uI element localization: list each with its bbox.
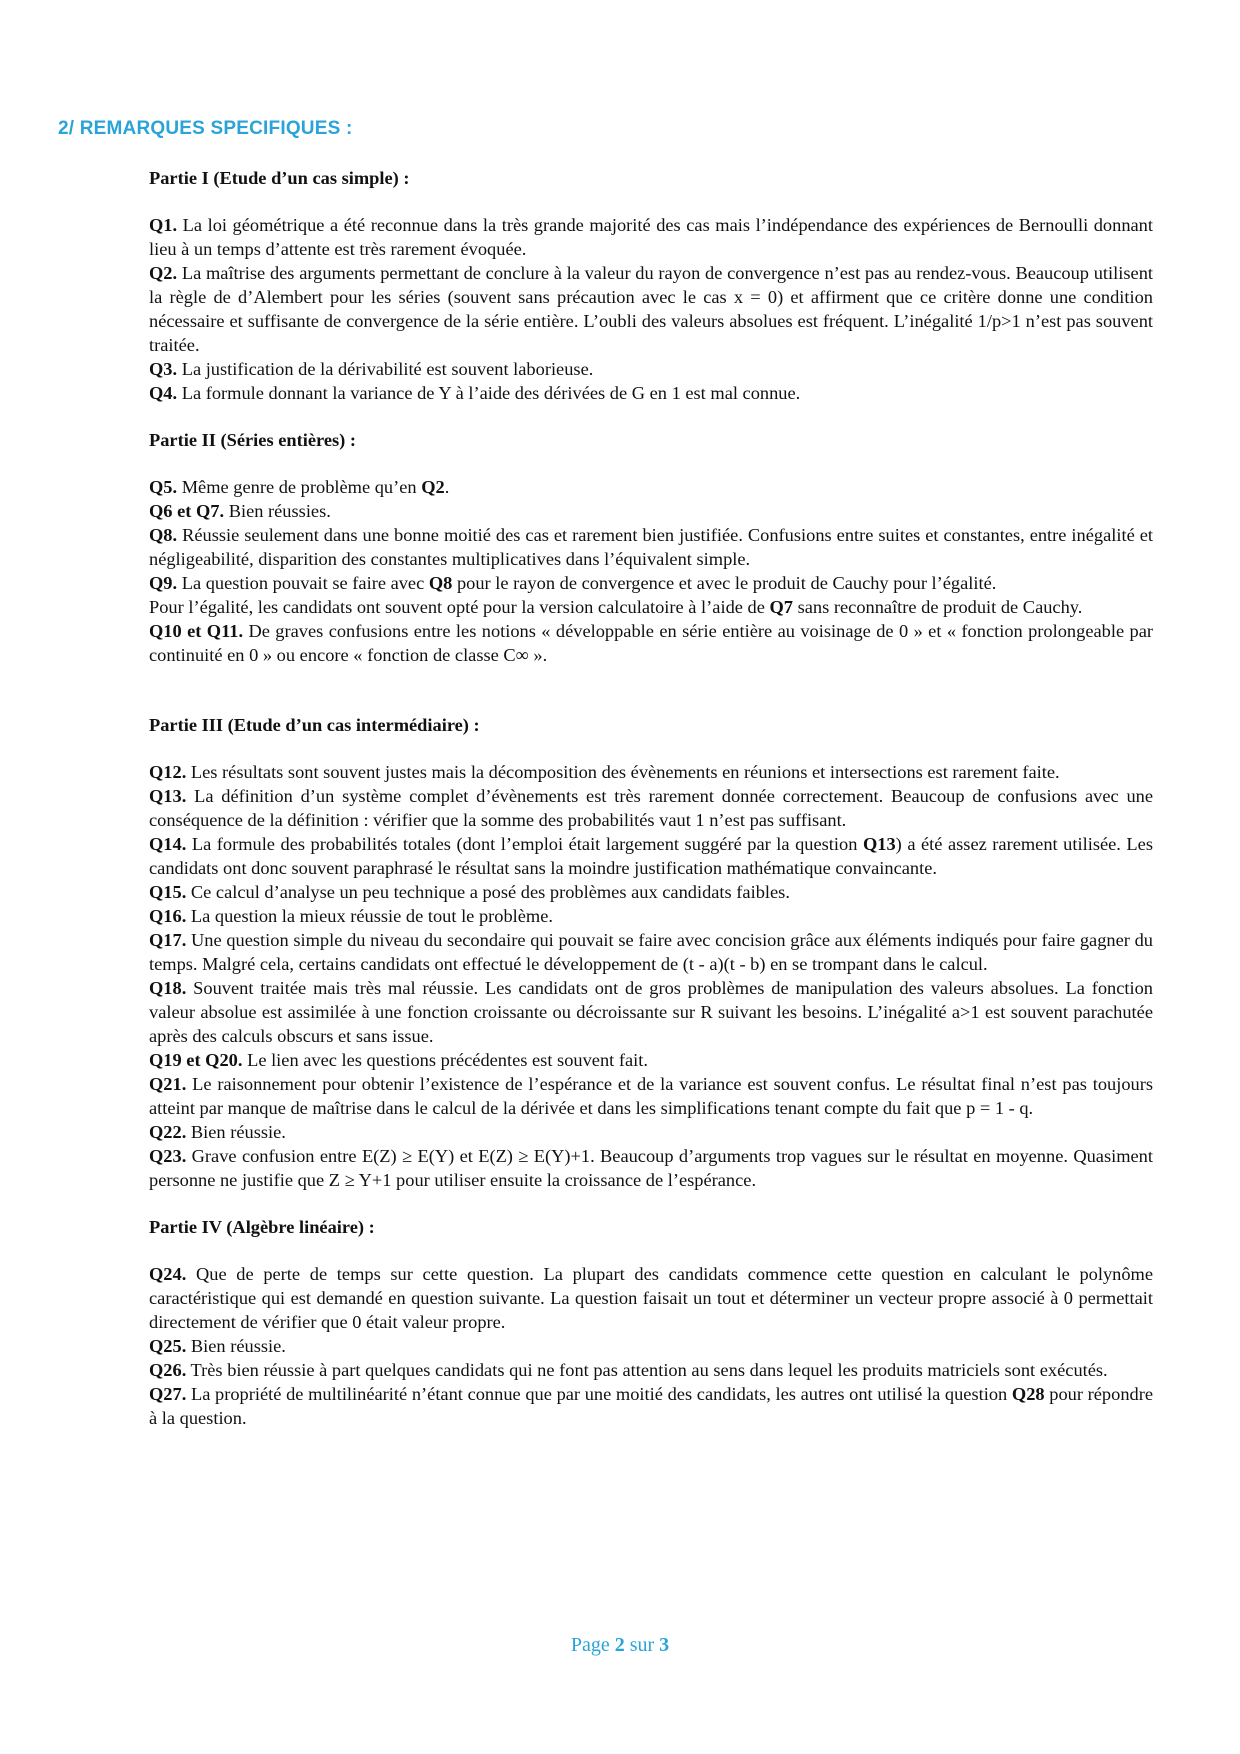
- section-heading: 2/ REMARQUES SPECIFIQUES :: [58, 118, 353, 139]
- question-label: Q5.: [149, 477, 178, 497]
- list-item: [149, 928, 1153, 976]
- remark-text: Pour l’égalité, les candidats ont souvent opté pour la version calculatoire à l’aide de: [149, 597, 770, 617]
- list-item: [149, 357, 1153, 381]
- question-label: Q3.: [149, 359, 178, 379]
- page-label: Page: [570, 1634, 615, 1656]
- remark-text: La justification de la dérivabilité est souvent laborieuse.: [177, 359, 594, 379]
- list-item: [149, 381, 1153, 405]
- question-label: Q24.: [149, 1264, 187, 1284]
- question-label: Q19 et Q20.: [149, 1050, 243, 1070]
- remark-text: De graves confusions entre les notions « développable en série entière au voisinage de 0 » et « fonction prolongeable par continuité en 0 » ou encore « fonction de classe C∞ ».: [149, 621, 1153, 665]
- question-label: Q14.: [149, 834, 187, 854]
- remark-text: Réussie seulement dans une bonne moitié des cas et rarement bien justifiée. Confusions entre suites et constantes, entre inégalité et négligeabilité, disparition des constantes multiplicatives dans l’équivalent simple.: [149, 525, 1153, 569]
- remark-text: Que de perte de temps sur cette question. La plupart des candidats commence cette question en calculant le polynôme caractéristique qui est demandé en question suivante. La question faisait un tout et déterminer un vecteur propre associé à 0 permettait directement de vérifier que 0 était valeur propre.: [149, 1264, 1153, 1332]
- list-item: [149, 1382, 1153, 1430]
- page-total: 3: [659, 1634, 670, 1656]
- part-title: Partie I (Etude d’un cas simple) :: [149, 168, 410, 188]
- remark-text: Souvent traitée mais très mal réussie. Les candidats ont de gros problèmes de manipulation des valeurs absolues. La fonction valeur absolue est assimilée à une fonction croissante ou décroissante sur R suivant les besoins. L’inégalité a>1 est souvent parachutée après des calculs obscurs et sans issue.: [149, 978, 1153, 1046]
- list-item: [149, 904, 1153, 928]
- question-label: Q16.: [149, 906, 187, 926]
- remark-text: Le raisonnement pour obtenir l’existence de l’espérance et de la variance est souvent confus. Le résultat final n’est pas toujours atteint par manque de maîtrise dans le calcul de la dérivée et dans les simplifications tenant compte du fait que p = 1 - q.: [149, 1074, 1153, 1118]
- list-item: [149, 880, 1153, 904]
- list-item: [149, 213, 1153, 261]
- question-label: Q1.: [149, 215, 178, 235]
- remark-text: sans reconnaître de produit de Cauchy.: [793, 597, 1083, 617]
- question-label: Q2.: [149, 263, 178, 283]
- question-label: Q8.: [149, 525, 178, 545]
- question-label: Q6 et Q7.: [149, 501, 225, 521]
- list-item: [149, 832, 1153, 880]
- remark-text: Même genre de problème qu’en: [177, 477, 422, 497]
- remark-text: pour le rayon de convergence et avec le produit de Cauchy pour l’égalité.: [452, 573, 997, 593]
- list-item: [149, 499, 1153, 523]
- list-item: [149, 475, 1153, 499]
- remark-text: La question pouvait se faire avec: [177, 573, 429, 593]
- list-item: [149, 760, 1153, 784]
- part-title: Partie II (Séries entières) :: [149, 430, 356, 450]
- remark-text: La question la mieux réussie de tout le problème.: [186, 906, 553, 926]
- list-item: [149, 619, 1153, 667]
- list-item: [149, 1120, 1153, 1144]
- remark-text: .: [444, 477, 450, 497]
- remark-text: Le lien avec les questions précédentes est souvent fait.: [242, 1050, 648, 1070]
- question-label: Q26.: [149, 1360, 187, 1380]
- list-item: [149, 1072, 1153, 1120]
- question-label: Q25.: [149, 1336, 187, 1356]
- question-label: Q27.: [149, 1384, 187, 1404]
- remark-text: Bien réussie.: [186, 1122, 286, 1142]
- list-item: [149, 571, 1153, 595]
- remark-text: Ce calcul d’analyse un peu technique a posé des problèmes aux candidats faibles.: [186, 882, 790, 902]
- remark-text: Bien réussie.: [186, 1336, 286, 1356]
- page-footer: [0, 1634, 1240, 1657]
- list-item: [149, 1358, 1153, 1382]
- remark-text: La maîtrise des arguments permettant de conclure à la valeur du rayon de convergence n’est pas au rendez-vous. Beaucoup utilisent la règle de d’Alembert pour les séries (souvent sans précaution avec le cas x = 0) et affirment que ce critère donne une condition nécessaire et suffisante de convergence de la série entière. L’oubli des valeurs absolues est fréquent. L’inégalité 1/p>1 n’est pas souvent traitée.: [149, 263, 1153, 355]
- part-title: Partie III (Etude d’un cas intermédiaire) :: [149, 715, 480, 735]
- question-label: Q4.: [149, 383, 178, 403]
- question-ref: Q7: [769, 597, 793, 617]
- question-label: Q12.: [149, 762, 187, 782]
- remark-text: Une question simple du niveau du secondaire qui pouvait se faire avec concision grâce aux éléments indiqués pour faire gagner du temps. Malgré cela, certains candidats ont effectué le développement de (t - a)(t - b) en se trompant dans le calcul.: [149, 930, 1153, 974]
- question-ref: Q2: [421, 477, 445, 497]
- list-item: [149, 261, 1153, 357]
- question-label: Q15.: [149, 882, 187, 902]
- question-label: Q13.: [149, 786, 187, 806]
- page-number: 2: [614, 1634, 625, 1656]
- list-item: [149, 523, 1153, 571]
- question-ref: Q28: [1011, 1384, 1045, 1404]
- question-label: Q10 et Q11.: [149, 621, 244, 641]
- document-body: [149, 166, 1153, 1430]
- remark-text: La formule des probabilités totales (dont l’emploi était largement suggéré par la question: [186, 834, 863, 854]
- remark-text: La propriété de multilinéarité n’étant connue que par une moitié des candidats, les autres ont utilisé la question: [186, 1384, 1012, 1404]
- question-ref: Q13: [862, 834, 896, 854]
- list-item: [149, 976, 1153, 1048]
- remark-text: pour répondre à la question.: [149, 1384, 1153, 1428]
- list-item: [149, 784, 1153, 832]
- question-label: Q23.: [149, 1146, 187, 1166]
- page-separator: sur: [624, 1634, 660, 1656]
- list-item: [149, 1144, 1153, 1192]
- question-label: Q21.: [149, 1074, 187, 1094]
- remark-text: ) a été assez rarement utilisée. Les candidats ont donc souvent paraphrasé le résultat sans la moindre justification mathématique convaincante.: [149, 834, 1153, 878]
- remark-text: La formule donnant la variance de Y à l’aide des dérivées de G en 1 est mal connue.: [177, 383, 801, 403]
- question-label: Q17.: [149, 930, 187, 950]
- list-item: [149, 1334, 1153, 1358]
- remark-text: Les résultats sont souvent justes mais la décomposition des évènements en réunions et intersections est rarement faite.: [186, 762, 1060, 782]
- list-item: [149, 595, 1153, 619]
- question-ref: Q8: [428, 573, 453, 593]
- remark-text: La loi géométrique a été reconnue dans la très grande majorité des cas mais l’indépendance des expériences de Bernoulli donnant lieu à un temps d’attente est très rarement évoquée.: [149, 215, 1153, 259]
- list-item: [149, 1048, 1153, 1072]
- remark-text: Très bien réussie à part quelques candidats qui ne font pas attention au sens dans lequel les produits matriciels sont exécutés.: [186, 1360, 1108, 1380]
- part-title: Partie IV (Algèbre linéaire) :: [149, 1217, 375, 1237]
- question-label: Q22.: [149, 1122, 187, 1142]
- remark-text: Grave confusion entre E(Z) ≥ E(Y) et E(Z) ≥ E(Y)+1. Beaucoup d’arguments trop vagues sur le résultat en moyenne. Quasiment personne ne justifie que Z ≥ Y+1 pour utiliser ensuite la croissance de l’espérance.: [149, 1146, 1153, 1190]
- question-label: Q9.: [149, 573, 178, 593]
- remark-text: La définition d’un système complet d’évènements est très rarement donnée correctement. Beaucoup de confusions avec une conséquence de la définition : vérifier que la somme des probabilités vaut 1 n’est pas suffisant.: [149, 786, 1153, 830]
- question-label: Q18.: [149, 978, 187, 998]
- list-item: [149, 1262, 1153, 1334]
- remark-text: Bien réussies.: [224, 501, 331, 521]
